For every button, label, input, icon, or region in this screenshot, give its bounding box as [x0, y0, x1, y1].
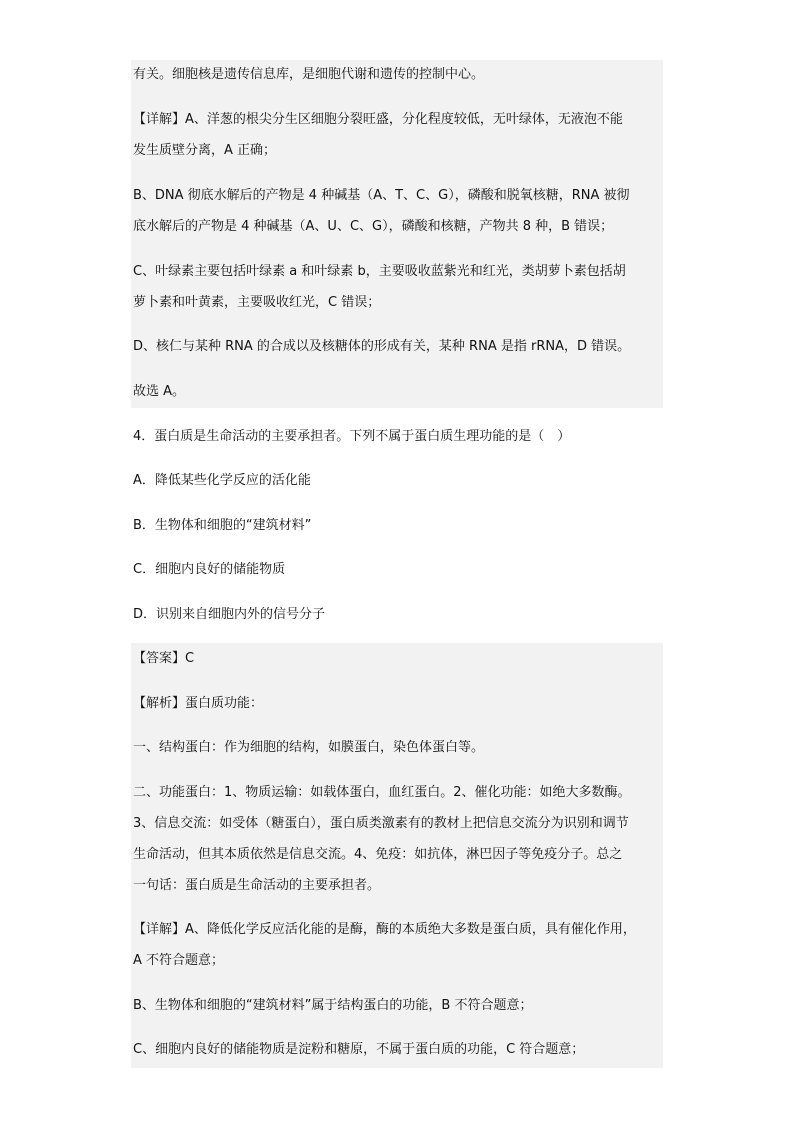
- analysis-line: 3、信息交流：如受体（糖蛋白），蛋白质类激素有的教材上把信息交流分为识别和调节: [133, 816, 629, 831]
- detail-line: B、生物体和细胞的“建筑材料”属于结构蛋白的功能，B 不符合题意；: [133, 998, 533, 1013]
- detail-line: 【详解】A、降低化学反应活化能的是酶，酶的本质绝大多数是蛋白质，具有催化作用，: [133, 922, 636, 937]
- option-a: A．降低某些化学反应的活化能: [133, 473, 311, 488]
- option-c: C．细胞内良好的储能物质: [133, 562, 286, 577]
- explanation-line: 【详解】A、洋葱的根尖分生区细胞分裂旺盛，分化程度较低，无叶绿体，无液泡不能: [133, 112, 623, 127]
- detail-line: A 不符合题意；: [133, 953, 225, 968]
- explanation-line: 有关。细胞核是遗传信息库，是细胞代谢和遗传的控制中心。: [133, 67, 485, 82]
- explanation-line: 底水解后的产物是 4 种碱基（A、U、C、G），磷酸和核糖，产物共 8 种，B 错误；: [133, 219, 614, 234]
- explanation-line: C、叶绿素主要包括叶绿素 a 和叶绿素 b，主要吸收蓝紫光和红光，类胡萝卜素包括胡: [133, 264, 626, 279]
- explanation-line: B、DNA 彻底水解后的产物是 4 种碱基（A、T、C、G），磷酸和脱氧核糖，RNA 被彻: [133, 188, 630, 203]
- explanation-line: 萝卜素和叶黄素，主要吸收红光，C 错误；: [133, 295, 381, 310]
- analysis-line: 二、功能蛋白：1、物质运输：如载体蛋白，血红蛋白。2、催化功能：如绝大多数酶。: [133, 785, 631, 800]
- detail-line: C、细胞内良好的储能物质是淀粉和糖原，不属于蛋白质的功能，C 符合题意；: [133, 1042, 585, 1057]
- answer-line: 【答案】C: [133, 651, 195, 666]
- question-stem: 4．蛋白质是生命活动的主要承担者。下列不属于蛋白质生理功能的是（ ）: [133, 429, 571, 444]
- analysis-line: 【解析】蛋白质功能：: [133, 696, 264, 711]
- analysis-line: 一句话：蛋白质是生命活动的主要承担者。: [133, 878, 381, 893]
- analysis-line: 一、结构蛋白：作为细胞的结构，如膜蛋白，染色体蛋白等。: [133, 740, 485, 755]
- explanation-line: 发生质壁分离，A 正确；: [133, 143, 277, 158]
- option-d: D．识别来自细胞内外的信号分子: [133, 607, 326, 622]
- option-b: B．生物体和细胞的“建筑材料”: [133, 518, 312, 533]
- explanation-line: D、核仁与某种 RNA 的合成以及核糖体的形成有关，某种 RNA 是指 rRNA，D 错误。: [133, 339, 631, 354]
- explanation-line: 故选 A。: [133, 384, 186, 399]
- analysis-line: 生命活动，但其本质依然是信息交流。4、免疫：如抗体，淋巴因子等免疫分子。总之: [133, 847, 623, 862]
